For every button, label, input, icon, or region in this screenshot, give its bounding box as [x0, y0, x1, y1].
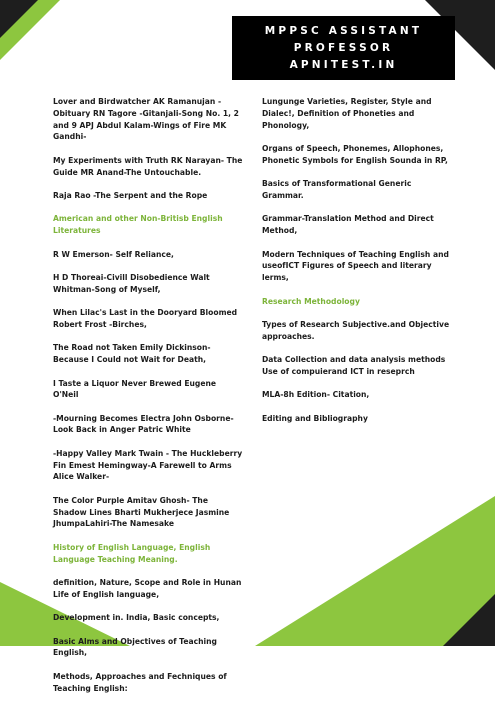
title-line-2: PROFESSOR	[293, 41, 394, 54]
title-line-1: MPPSC ASSISTANT	[264, 24, 423, 37]
syllabus-item: When Lilac's Last in the Dooryard Bloomed Robert Frost -Birches,	[53, 308, 238, 329]
syllabus-item: Modern Techniques of Teaching English and useofICT Figures of Speech and literary lerms,	[262, 249, 449, 283]
syllabus-item: H D Thoreai-Civill Disobedience Walt Whitman-Song of Myself,	[53, 272, 210, 294]
syllabus-item: -Happy Valley Mark Twain - The Huckleberry Fin Emest Hemingway-A Farewell to Arms Alice Walker-	[53, 448, 243, 482]
syllabus-item: Development in. India, Basic concepts,	[53, 613, 220, 623]
decorative-corner-black-top-left	[0, 0, 38, 38]
section-heading: American and other Non-Britisb English Literatures	[53, 214, 223, 236]
syllabus-item: I Taste a Liquor Never Brewed Eugene O'Neil	[53, 378, 217, 400]
syllabus-item: Basics of Transformational Generic Grammar.	[262, 179, 412, 200]
syllabus-item: Methods, Approaches and Fechniques of Teaching English:	[53, 671, 227, 693]
syllabus-item: MLA-8h Edition- Citation,	[262, 390, 370, 400]
syllabus-item: Data Collection and data analysis methods Use of compuierand ICT in reseprch	[262, 355, 446, 376]
syllabus-item: R W Emerson- Self Reliance,	[53, 249, 174, 259]
syllabus-item: Editing and Bibliography	[262, 413, 368, 423]
left-syllabus-column	[53, 96, 243, 706]
right-syllabus-column	[262, 96, 450, 436]
syllabus-item: Raja Rao -The Serpent and the Rope	[53, 190, 208, 200]
syllabus-item: The Color Purple Amitav Ghosh- The Shadow Lines Bharti Mukherjece Jasmine JhumpaLahiri-The Namesake	[53, 495, 230, 529]
syllabus-item: The Road not Taken Emily Dickinson- Because I Could not Wait for Death,	[53, 343, 211, 365]
title-banner	[232, 16, 455, 80]
syllabus-item: -Mourning Becomes Electra John Osborne- Look Back in Anger Patric White	[53, 413, 234, 435]
syllabus-item: definition, Nature, Scope and Role in Hunan Life of English language,	[53, 578, 242, 599]
syllabus-item: Lungunge Varieties, Register, Style and Dialec!, Definition of Phoneties and Phonology,	[262, 97, 432, 130]
syllabus-item: Organs of Speech, Phonemes, Allophones, Phonetic Symbols for English Sounda in RP,	[262, 143, 448, 165]
syllabus-item: Types of Research Subjective.and Objective approaches.	[262, 319, 450, 341]
syllabus-item: Basic Alms and Objectives of Teaching English,	[53, 636, 217, 658]
section-heading: Research Methodology	[262, 296, 360, 306]
syllabus-item: Lover and Birdwatcher AK Ramanujan - Obituary RN Tagore -Gitanjali-Song No. 1, 2 and 9 APJ Abdul Kalam-Wings of Fire MK Gandhi-	[53, 97, 239, 142]
decorative-corner-black-bottom-right	[443, 594, 495, 646]
section-heading: History of English Language, English Language Teaching Meaning.	[53, 542, 211, 564]
title-line-3: APNITEST.IN	[289, 58, 398, 71]
syllabus-item: My Experiments with Truth RK Narayan- The Guide MR Anand-The Untouchable.	[53, 155, 243, 177]
syllabus-item: Grammar-Translation Method and Direct Method,	[262, 214, 434, 236]
